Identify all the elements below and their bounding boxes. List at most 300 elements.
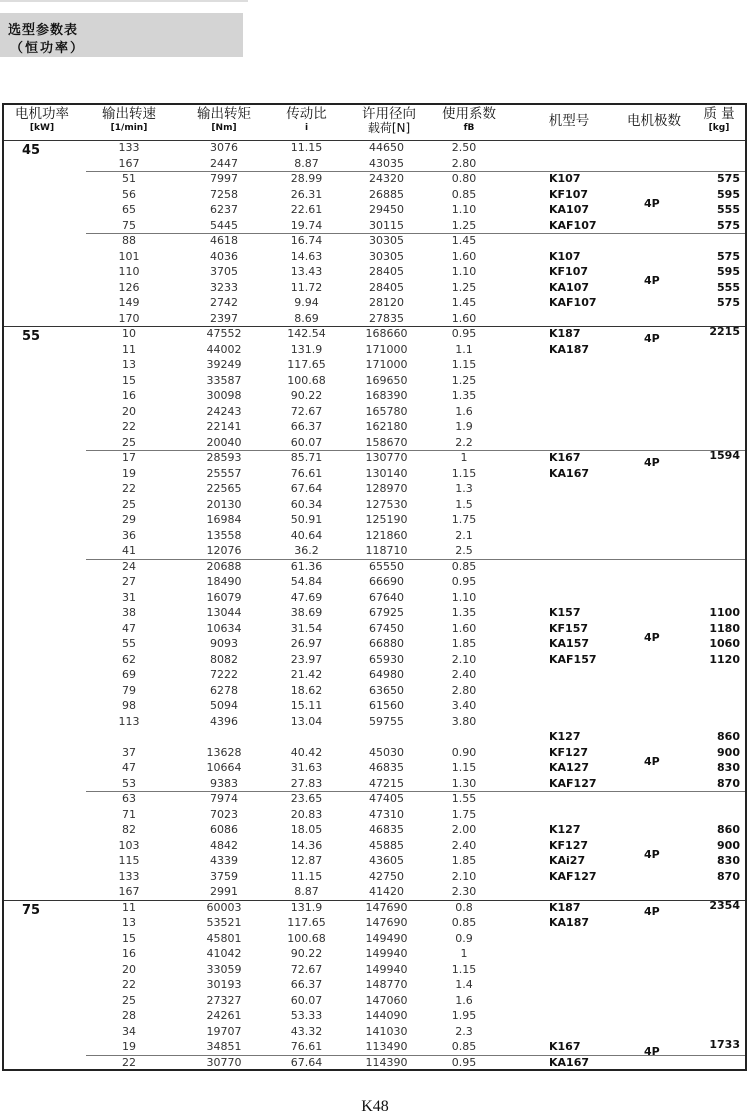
ratio-cell: 12.87 (290, 854, 323, 867)
ratio-cell: 26.31 (290, 187, 323, 201)
table-row (4, 202, 745, 218)
ratio-cell: 23.65 (290, 792, 323, 805)
mass-value: 555 (717, 280, 740, 294)
torque-cell: 13628 (206, 745, 242, 759)
model-number: K107 (549, 249, 581, 263)
group-divider (86, 171, 745, 172)
mass-value: 870 (717, 776, 740, 790)
torque-cell: 3705 (210, 265, 238, 278)
service-factor-cell: 1.45 (451, 234, 477, 247)
ratio-cell: 38.69 (290, 606, 323, 619)
service-factor-cell: 1.1 (455, 342, 473, 356)
service-factor-cell: 1.60 (451, 249, 477, 263)
ratio-cell: 117.65 (287, 916, 326, 929)
speed-cell: 69 (122, 668, 136, 681)
speed-cell: 133 (118, 869, 140, 883)
radial-load-cell: 67925 (369, 606, 404, 619)
service-factor-cell: 1.15 (451, 962, 477, 976)
speed-cell: 19 (122, 466, 136, 480)
mass-value: 1100 (709, 606, 740, 619)
radial-load-cell: 28120 (369, 296, 404, 309)
service-factor-cell: 0.85 (451, 1040, 477, 1053)
service-factor-cell: 0.80 (451, 172, 477, 185)
service-factor-cell: 1.45 (451, 296, 477, 309)
service-factor-cell: 3.80 (451, 714, 477, 728)
ratio-cell: 15.11 (290, 699, 323, 712)
table-row (4, 497, 745, 513)
torque-cell: 18490 (206, 575, 242, 588)
ratio-cell: 76.61 (290, 1040, 323, 1053)
torque-cell: 33059 (206, 962, 242, 976)
ratio-cell: 8.87 (294, 885, 319, 898)
mass-value: 2215 (709, 325, 740, 338)
table-row (4, 373, 745, 389)
model-number: K167 (549, 1040, 581, 1053)
table-row (4, 791, 745, 807)
radial-load-cell: 45885 (369, 838, 404, 852)
mass-value: 860 (717, 823, 740, 836)
speed-cell: 15 (122, 931, 136, 945)
ratio-cell: 8.87 (294, 156, 319, 170)
ratio-cell: 66.37 (290, 420, 323, 433)
speed-cell: 133 (118, 141, 140, 154)
radial-load-cell: 66880 (369, 637, 404, 650)
service-factor-cell: 1.15 (451, 761, 477, 774)
group-divider (86, 450, 745, 451)
radial-load-cell: 147690 (365, 900, 408, 914)
speed-cell: 25 (122, 497, 136, 511)
radial-load-cell: 27835 (369, 311, 404, 325)
speed-cell: 17 (122, 451, 136, 464)
table-row (4, 342, 745, 358)
motor-poles: 4P (644, 847, 660, 861)
group-divider (86, 559, 745, 560)
ratio-cell: 50.91 (290, 513, 323, 526)
radial-load-cell: 26885 (369, 187, 404, 201)
torque-cell: 16079 (206, 590, 242, 604)
table-row (4, 683, 745, 699)
table-row (4, 900, 745, 919)
radial-load-cell: 59755 (369, 714, 404, 728)
radial-load-cell: 128970 (365, 482, 408, 495)
service-factor-cell: 1.4 (455, 978, 473, 991)
table-row (4, 295, 745, 311)
torque-cell: 7974 (210, 792, 238, 805)
speed-cell: 36 (122, 528, 136, 542)
service-factor-cell: 1.10 (451, 265, 477, 278)
page-number: K48 (361, 1098, 389, 1115)
service-factor-cell: 1.5 (455, 497, 473, 511)
radial-load-cell: 169650 (365, 373, 408, 387)
header-service-factor: 使用系数 fB (442, 106, 496, 133)
service-factor-cell: 1.9 (455, 420, 473, 433)
selection-table (2, 103, 747, 1071)
model-number: KAF127 (549, 869, 597, 883)
radial-load-cell: 162180 (365, 420, 408, 433)
speed-cell: 55 (122, 637, 136, 650)
radial-load-cell: 61560 (369, 699, 404, 712)
torque-cell: 7222 (210, 668, 238, 681)
service-factor-cell: 1.95 (451, 1009, 477, 1022)
torque-cell: 2991 (210, 885, 238, 898)
ratio-cell: 43.32 (290, 1024, 323, 1038)
radial-load-cell: 149490 (365, 931, 408, 945)
speed-cell: 113 (118, 714, 140, 728)
radial-load-cell: 47215 (369, 776, 404, 790)
table-row (4, 388, 745, 404)
table-row (4, 698, 745, 714)
motor-power: 75 (22, 902, 41, 918)
service-factor-cell: 2.2 (455, 435, 473, 449)
radial-load-cell: 168390 (365, 389, 408, 402)
mass-value: 575 (717, 249, 740, 263)
torque-cell: 12076 (206, 544, 242, 557)
speed-cell: 20 (122, 962, 136, 976)
table-row (4, 187, 745, 203)
table-row (4, 884, 745, 900)
table-row (4, 311, 745, 327)
torque-cell: 20688 (206, 559, 242, 573)
service-factor-cell: 1.35 (451, 389, 477, 402)
service-factor-cell: 2.00 (451, 823, 477, 836)
torque-cell: 10634 (206, 621, 242, 635)
model-number: KA167 (549, 1055, 589, 1069)
header-poles: 电机极数 (627, 113, 681, 129)
torque-cell: 4339 (210, 854, 238, 867)
ratio-cell: 85.71 (290, 451, 323, 464)
model-number: KA157 (549, 637, 589, 650)
radial-load-cell: 165780 (365, 404, 408, 418)
torque-cell: 20130 (206, 497, 242, 511)
service-factor-cell: 1.75 (451, 807, 477, 821)
speed-cell: 11 (122, 900, 136, 914)
table-row (4, 326, 745, 342)
table-row (4, 280, 745, 296)
ratio-cell: 14.63 (290, 249, 323, 263)
torque-cell: 9093 (210, 637, 238, 650)
torque-cell: 13558 (206, 528, 242, 542)
power-divider (4, 326, 745, 327)
service-factor-cell: 2.3 (455, 1024, 473, 1038)
service-factor-cell: 0.85 (451, 187, 477, 201)
motor-poles: 4P (644, 274, 660, 288)
table-row (4, 714, 745, 730)
radial-load-cell: 141030 (365, 1024, 408, 1038)
speed-cell: 167 (118, 885, 140, 898)
speed-cell: 13 (122, 916, 136, 929)
speed-cell: 115 (118, 854, 140, 867)
service-factor-cell: 1.10 (451, 203, 477, 216)
speed-cell: 149 (118, 296, 140, 309)
table-row (4, 590, 745, 606)
mass-value: 870 (717, 869, 740, 883)
service-factor-cell: 0.90 (451, 745, 477, 759)
ratio-cell: 100.68 (287, 373, 326, 387)
ratio-cell: 60.07 (290, 435, 323, 449)
table-row (4, 962, 745, 978)
table-row (4, 264, 745, 280)
table-row (4, 636, 745, 652)
speed-cell: 98 (122, 699, 136, 712)
torque-cell: 6278 (210, 683, 238, 697)
ratio-cell: 19.74 (290, 218, 323, 232)
table-row (4, 512, 745, 528)
table-row (4, 1055, 745, 1071)
power-divider (4, 900, 745, 901)
mass-value: 2354 (709, 898, 740, 912)
model-number: K187 (549, 900, 581, 914)
model-number: KAi27 (549, 854, 586, 867)
ratio-cell: 26.97 (290, 637, 323, 650)
ratio-cell: 131.9 (290, 900, 323, 914)
table-header (4, 105, 745, 141)
header-radial-load: 许用径向 载荷[N] (362, 106, 416, 135)
ratio-cell: 131.9 (290, 342, 323, 356)
torque-cell: 2742 (210, 296, 238, 309)
table-row (4, 652, 745, 668)
speed-cell: 22 (122, 1055, 136, 1069)
service-factor-cell: 2.40 (451, 668, 477, 681)
radial-load-cell: 46835 (369, 761, 404, 774)
model-number: KF107 (549, 187, 588, 201)
model-number: K127 (549, 730, 581, 743)
radial-load-cell: 24320 (369, 172, 404, 185)
model-number: KF107 (549, 265, 588, 278)
service-factor-cell: 2.10 (451, 869, 477, 883)
service-factor-cell: 1.15 (451, 466, 477, 480)
model-number: KAF107 (549, 296, 597, 309)
ratio-cell: 31.54 (290, 621, 323, 635)
speed-cell: 63 (122, 792, 136, 805)
ratio-cell: 22.61 (290, 203, 323, 216)
mass-value: 1060 (709, 637, 740, 650)
torque-cell: 4618 (210, 234, 238, 247)
ratio-cell: 8.69 (294, 311, 319, 325)
speed-cell: 82 (122, 823, 136, 836)
speed-cell: 47 (122, 761, 136, 774)
service-factor-cell: 1.25 (451, 373, 477, 387)
table-row (4, 574, 745, 590)
ratio-cell: 13.04 (290, 714, 323, 728)
torque-cell: 4396 (210, 714, 238, 728)
speed-cell: 71 (122, 807, 136, 821)
speed-cell: 10 (122, 327, 136, 340)
service-factor-cell: 0.85 (451, 916, 477, 929)
radial-load-cell: 47310 (369, 807, 404, 821)
motor-poles: 4P (644, 630, 660, 644)
speed-cell: 34 (122, 1024, 136, 1038)
speed-cell: 13 (122, 358, 136, 371)
ratio-cell: 27.83 (290, 776, 323, 790)
radial-load-cell: 67640 (369, 590, 404, 604)
model-number: K167 (549, 451, 581, 464)
torque-cell: 8082 (210, 652, 238, 666)
service-factor-cell: 2.50 (451, 141, 477, 154)
mass-value: 595 (717, 187, 740, 201)
motor-poles: 4P (644, 331, 660, 345)
radial-load-cell: 149940 (365, 947, 408, 960)
radial-load-cell: 30305 (369, 249, 404, 263)
radial-load-cell: 65930 (369, 652, 404, 666)
model-number: KAF157 (549, 652, 597, 666)
speed-cell: 47 (122, 621, 136, 635)
speed-cell: 126 (118, 280, 140, 294)
model-number: KAF107 (549, 218, 597, 232)
ratio-cell: 54.84 (290, 575, 323, 588)
radial-load-cell: 114390 (365, 1055, 408, 1069)
table-row (4, 156, 745, 172)
speed-cell: 79 (122, 683, 136, 697)
speed-cell: 75 (122, 218, 136, 232)
service-factor-cell: 1 (460, 947, 468, 960)
speed-cell: 53 (122, 776, 136, 790)
torque-cell: 7997 (210, 172, 238, 185)
motor-poles: 4P (644, 455, 660, 469)
model-number: KA107 (549, 203, 589, 216)
service-factor-cell: 0.85 (451, 559, 477, 573)
service-factor-cell: 1 (460, 451, 468, 464)
ratio-cell: 117.65 (287, 358, 326, 371)
ratio-cell: 61.36 (290, 559, 323, 573)
radial-load-cell: 66690 (369, 575, 404, 588)
header-torque: 输出转矩 [Nm] (197, 106, 251, 133)
service-factor-cell: 2.5 (455, 544, 473, 557)
table-row (4, 993, 745, 1009)
service-factor-cell: 1.85 (451, 637, 477, 650)
speed-cell: 28 (122, 1009, 136, 1022)
table-row (4, 249, 745, 265)
speed-cell: 16 (122, 389, 136, 402)
service-factor-cell: 1.60 (451, 621, 477, 635)
radial-load-cell: 127530 (365, 497, 408, 511)
radial-load-cell: 30115 (369, 218, 404, 232)
mass-value: 1120 (709, 652, 740, 666)
torque-cell: 30770 (206, 1055, 242, 1069)
motor-poles: 4P (644, 905, 660, 919)
header-mass: 质 量 [kg] (703, 106, 735, 133)
speed-cell: 25 (122, 993, 136, 1007)
torque-cell: 22565 (206, 482, 242, 495)
model-number: K107 (549, 172, 581, 185)
torque-cell: 7023 (210, 807, 238, 821)
service-factor-cell: 1.3 (455, 482, 473, 495)
ratio-cell: 53.33 (290, 1009, 323, 1022)
radial-load-cell: 121860 (365, 528, 408, 542)
torque-cell: 30098 (206, 389, 242, 402)
ratio-cell: 40.42 (290, 745, 323, 759)
model-number: K187 (549, 327, 581, 340)
speed-cell: 29 (122, 513, 136, 526)
radial-load-cell: 28405 (369, 265, 404, 278)
service-factor-cell: 1.10 (451, 590, 477, 604)
ratio-cell: 9.94 (294, 296, 319, 309)
page-subtitle: （恒功率） (10, 41, 86, 56)
table-row (4, 140, 745, 156)
service-factor-cell: 2.10 (451, 652, 477, 666)
table-row (4, 450, 745, 466)
ratio-cell: 14.36 (290, 838, 323, 852)
mass-value: 1594 (709, 449, 740, 462)
radial-load-cell: 130770 (365, 451, 408, 464)
table-row (4, 559, 745, 575)
ratio-cell: 11.15 (290, 869, 323, 883)
radial-load-cell: 45030 (369, 745, 404, 759)
speed-cell: 62 (122, 652, 136, 666)
table-row (4, 946, 745, 962)
torque-cell: 20040 (206, 435, 242, 449)
speed-cell: 22 (122, 978, 136, 991)
torque-cell: 6086 (210, 823, 238, 836)
radial-load-cell: 149940 (365, 962, 408, 976)
service-factor-cell: 3.40 (451, 699, 477, 712)
table-row (4, 233, 745, 249)
ratio-cell: 18.05 (290, 823, 323, 836)
speed-cell: 20 (122, 404, 136, 418)
service-factor-cell: 2.80 (451, 156, 477, 170)
speed-cell: 65 (122, 203, 136, 216)
radial-load-cell: 171000 (365, 342, 408, 356)
radial-load-cell: 42750 (369, 869, 404, 883)
radial-load-cell: 44650 (369, 141, 404, 154)
radial-load-cell: 47405 (369, 792, 404, 805)
radial-load-cell: 130140 (365, 466, 408, 480)
torque-cell: 13044 (206, 606, 242, 619)
ratio-cell: 20.83 (290, 807, 323, 821)
ratio-cell: 16.74 (290, 234, 323, 247)
radial-load-cell: 28405 (369, 280, 404, 294)
torque-cell: 22141 (206, 420, 242, 433)
table-row (4, 171, 745, 187)
model-number: KA107 (549, 280, 589, 294)
speed-cell: 101 (118, 249, 140, 263)
table-row (4, 667, 745, 683)
mass-value: 575 (717, 218, 740, 232)
service-factor-cell: 1.55 (451, 792, 477, 805)
table-row (4, 853, 745, 869)
ratio-cell: 21.42 (290, 668, 323, 681)
table-row (4, 621, 745, 637)
torque-cell: 44002 (206, 342, 242, 356)
speed-cell: 170 (118, 311, 140, 325)
motor-poles: 4P (644, 1044, 660, 1058)
mass-value: 575 (717, 172, 740, 185)
header-model: 机型号 (548, 113, 590, 129)
table-row (4, 1024, 745, 1040)
service-factor-cell: 1.30 (451, 776, 477, 790)
service-factor-cell: 1.35 (451, 606, 477, 619)
service-factor-cell: 1.85 (451, 854, 477, 867)
ratio-cell: 100.68 (287, 931, 326, 945)
table-row (4, 435, 745, 451)
speed-cell: 51 (122, 172, 136, 185)
mass-value: 830 (717, 761, 740, 774)
header-speed: 输出转速 [1/min] (102, 106, 156, 133)
table-row (4, 977, 745, 993)
table-row (4, 404, 745, 420)
torque-cell: 6237 (210, 203, 238, 216)
model-number: K127 (549, 823, 581, 836)
torque-cell: 30193 (206, 978, 242, 991)
ratio-cell: 90.22 (290, 389, 323, 402)
top-rule (0, 0, 248, 2)
torque-cell: 10664 (206, 761, 242, 774)
header-power: 电机功率 [kW] (15, 106, 69, 133)
radial-load-cell: 147060 (365, 993, 408, 1007)
mass-value: 555 (717, 203, 740, 216)
torque-cell: 2397 (210, 311, 238, 325)
speed-cell: 31 (122, 590, 136, 604)
table-row (4, 481, 745, 497)
